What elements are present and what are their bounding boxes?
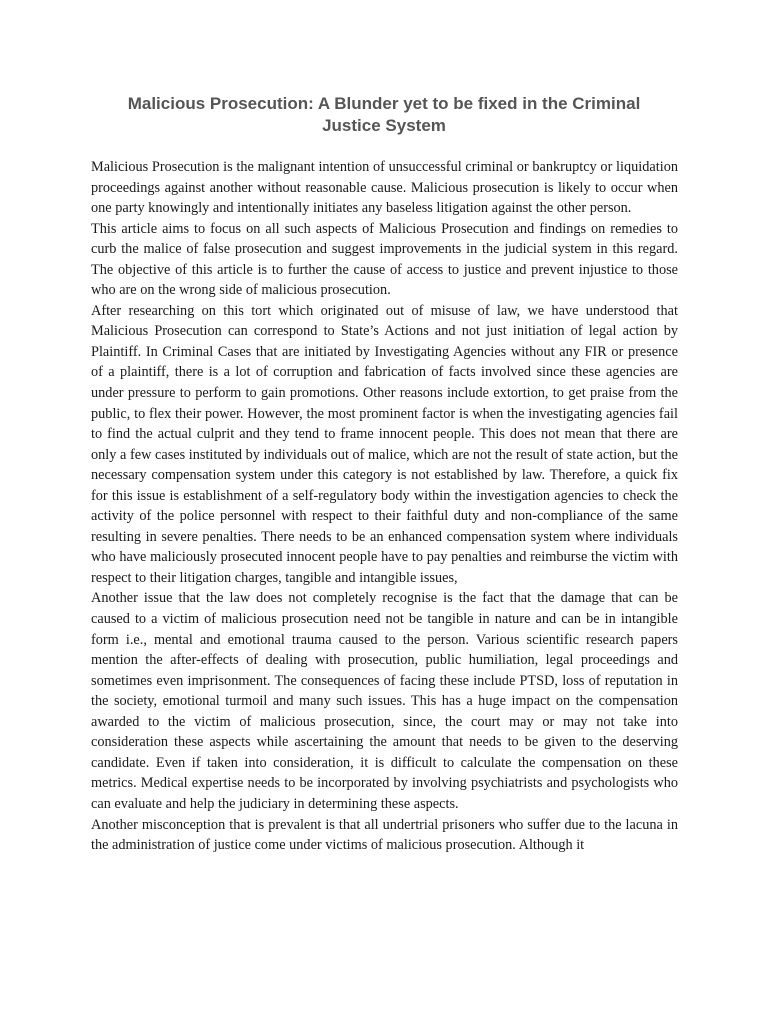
paragraph: Another misconception that is prevalent is that all undertrial prisoners who suffer due to the lacuna in the administration of justice come under victims of malicious prosecution. Although it — [91, 816, 678, 854]
document-title: Malicious Prosecution: A Blunder yet to be fixed in the Criminal Justice System — [127, 94, 641, 135]
paragraph: Another issue that the law does not completely recognise is the fact that the damage that can be caused to a victim of malicious prosecution need not be tangible in nature and can be in intangible form i.e., mental and emotional trauma caused to the person. Various scientific research papers mention the after-effects of dealing with prosecution, public humiliation, legal proceedings and sometimes even imprisonment. The consequences of facing these include PTSD, loss of reputation in the society, emotional turmoil and many such issues. This has a huge impact on the compensation awarded to the victim of malicious prosecution, since, the court may or may not take into consideration these aspects while ascertaining the amount that needs to be given to the deserving candidate. Even if taken into consideration, it is difficult to calculate the compensation on these metrics. Medical expertise needs to be incorporated by involving psychiatrists and psychologists who can evaluate and help the judiciary in determining these aspects. — [91, 590, 678, 812]
document-body — [91, 157, 678, 856]
paragraph: This article aims to focus on all such aspects of Malicious Prosecution and findings on remedies to curb the malice of false prosecution and suggest improvements in the judicial system in this regard. The objective of this article is to further the cause of access to justice and prevent injustice to those who are on the wrong side of malicious prosecution. — [91, 220, 678, 299]
paragraph: Malicious Prosecution is the malignant intention of unsuccessful criminal or bankruptcy or liquidation proceedings against another without reasonable cause. Malicious prosecution is likely to occur when one party knowingly and intentionally initiates any baseless litigation against the other person. — [91, 159, 678, 217]
paragraph: After researching on this tort which originated out of misuse of law, we have understood that Malicious Prosecution can correspond to State’s Actions and not just initiation of legal action by Plaintiff. In Criminal Cases that are initiated by Investigating Agencies without any FIR or presence of a plaintiff, there is a lot of corruption and fabrication of facts involved since these agencies are under pressure to perform to gain promotions. Other reasons include extortion, to get praise from the public, to flex their power. However, the most prominent factor is when the investigating agencies fail to find the actual culprit and they tend to frame innocent people. This does not mean that there are only a few cases instituted by individuals out of malice, which are not the result of state action, but the necessary compensation system under this category is not established by law. Therefore, a quick fix for this issue is establishment of a self-regulatory body within the investigation agencies to check the activity of the police personnel with respect to their faithful duty and non-compliance of the same resulting in severe penalties. There needs to be an enhanced compensation system where individuals who have maliciously prosecuted innocent people have to pay penalties and reimburse the victim with respect to their litigation charges, tangible and intangible issues, — [91, 302, 678, 586]
